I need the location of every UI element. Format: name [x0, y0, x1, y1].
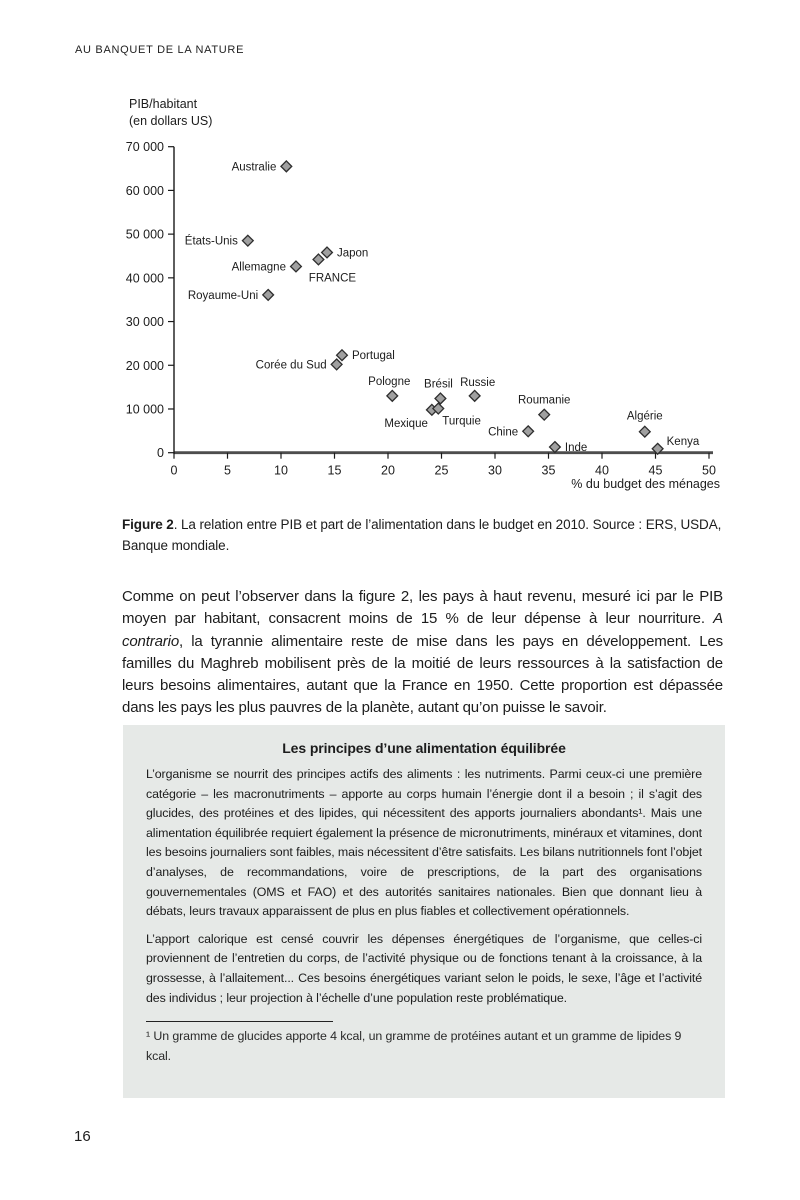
data-point-label: Japon: [337, 247, 369, 260]
data-point-label: Inde: [564, 442, 588, 455]
x-tick-label: 15: [327, 463, 342, 478]
info-box: [123, 725, 725, 1098]
footnote: ¹ Un gramme de glucides apporte 4 kcal, un gramme de protéines autant et un gramme de lipides 9 kcal.: [146, 1029, 682, 1063]
figure-caption: [122, 514, 732, 557]
data-point-marker: [639, 426, 650, 437]
running-head: AU BANQUET DE LA NATURE: [75, 44, 245, 56]
y-tick-label: 60 000: [125, 183, 164, 198]
data-point-label: Corée du Sud: [255, 359, 327, 372]
x-tick-label: 0: [170, 463, 178, 478]
y-tick-label: 30 000: [125, 315, 164, 330]
x-tick-label: 10: [274, 463, 288, 478]
body-paragraph-part1: Comme on peut l’observer dans la figure 2, les pays à haut revenu, mesuré ici par le PIB moyen par habitant, consacrent moins de 15 % de leur dépense à leur nourriture.: [122, 588, 723, 628]
x-tick-label: 25: [434, 463, 449, 478]
x-tick-label: 50: [702, 463, 716, 478]
data-point-marker: [387, 390, 398, 401]
y-tick-label: 50 000: [125, 227, 164, 242]
data-point-marker: [539, 409, 550, 420]
data-point-label: Mexique: [384, 417, 428, 430]
x-tick-label: 35: [541, 463, 556, 478]
y-axis-title-line1: PIB/habitant: [129, 97, 198, 111]
data-point-marker: [337, 350, 348, 361]
x-tick-label: 5: [224, 463, 231, 478]
data-point-label: FRANCE: [308, 272, 357, 285]
data-point-marker: [523, 426, 534, 437]
data-point-marker: [331, 359, 342, 370]
data-point-marker: [469, 390, 480, 401]
x-axis-label: % du budget des ménages: [571, 477, 720, 491]
data-point-marker: [322, 247, 333, 258]
data-point-label: Brésil: [424, 378, 453, 391]
y-tick-label: 0: [157, 446, 164, 461]
y-tick-label: 40 000: [125, 271, 164, 286]
y-axis-title: [129, 96, 212, 130]
data-point-marker: [313, 254, 324, 265]
info-box-paragraph-1: L’organisme se nourrit des principes actifs des aliments : les nutriments. Parmi ceux-ci une première catégorie – les macronutriments – apporte au corps humain l’énergie dont il a besoin ; il s’agit des glucides, des protéines et des lipides, qui nécessitent des apports journaliers abondants¹. Mais une alimentation équilibrée requiert également la présence de micronutriments, minéraux et vitamines, dont les besoins journaliers sont faibles, mais nécessitent d’être satisfaits. Les bilans nutritionnels font l’objet d’analyses, de recommandations, voire de prescriptions, de la part des organisations gouvernementales (OMS et FAO) et des autorités sanitaires nationales. Bien que donnant lieu à débats, leurs travaux apparaissent de plus en plus fiables et collectivement opérationnels.: [146, 767, 702, 919]
x-tick-label: 40: [595, 463, 609, 478]
page-number: 16: [74, 1128, 91, 1145]
figure-2-chart: [0, 0, 800, 520]
info-box-title: Les principes d’une alimentation équilibrée: [282, 740, 566, 756]
y-tick-label: 10 000: [125, 402, 164, 417]
data-point-label: Turquie: [442, 415, 481, 428]
data-point-label: Roumanie: [518, 394, 571, 407]
figure-label: Figure 2: [122, 516, 174, 532]
data-point-label: Kenya: [666, 435, 700, 448]
data-point-label: Portugal: [351, 350, 395, 363]
body-paragraph-part2: , la tyrannie alimentaire reste de mise dans les pays en développement. Les familles du Maghreb mobilisent près de la moitié de leurs ressources à la satisfaction de leurs besoins alimentaires, autant que la France en 1950. Cette proportion est dépassée dans les pays les plus pauvres de la planète, autant qu’on puisse le savoir.: [122, 632, 723, 717]
scatter-chart: [0, 0, 800, 520]
x-tick-label: 30: [488, 463, 502, 478]
info-box-paragraph-2: L’apport calorique est censé couvrir les dépenses énergétiques de l’organisme, que celles-ci proviennent de l’entretien du corps, de l’activité physique ou de fonctions tenant à la croissance, à la grossesse, à l’allaitement... Ces besoins énergétiques variant selon le poids, le sexe, l’âge et l’activité des individus ; leur projection à l’échelle d’une population reste problématique.: [146, 931, 702, 1005]
data-point-label: Allemagne: [231, 261, 286, 274]
x-tick-label: 20: [381, 463, 395, 478]
x-tick-label: 45: [648, 463, 663, 478]
data-point-marker: [550, 442, 561, 453]
data-point-marker: [435, 393, 446, 404]
data-point-marker: [291, 261, 302, 272]
body-paragraph-italic: A contrario: [122, 610, 723, 650]
data-point-label: Chine: [488, 426, 519, 439]
y-tick-label: 20 000: [125, 358, 164, 373]
y-tick-label: 70 000: [125, 140, 164, 155]
data-point-marker: [263, 289, 274, 300]
y-axis-title-line2: (en dollars US): [129, 114, 213, 128]
data-point-label: Russie: [460, 376, 496, 389]
figure-caption-text: . La relation entre PIB et part de l’alimentation dans le budget en 2010. Source : ERS, USDA, Banque mondiale.: [122, 516, 722, 553]
data-point-marker: [281, 161, 292, 172]
data-point-label: États-Unis: [184, 235, 238, 248]
data-point-label: Australie: [231, 161, 277, 174]
data-point-label: Royaume-Uni: [187, 289, 259, 302]
data-point-marker: [242, 235, 253, 246]
data-point-label: Algérie: [626, 410, 663, 423]
body-paragraph: [122, 586, 723, 720]
footnote-rule: [146, 1021, 333, 1022]
data-point-label: Pologne: [368, 375, 411, 388]
